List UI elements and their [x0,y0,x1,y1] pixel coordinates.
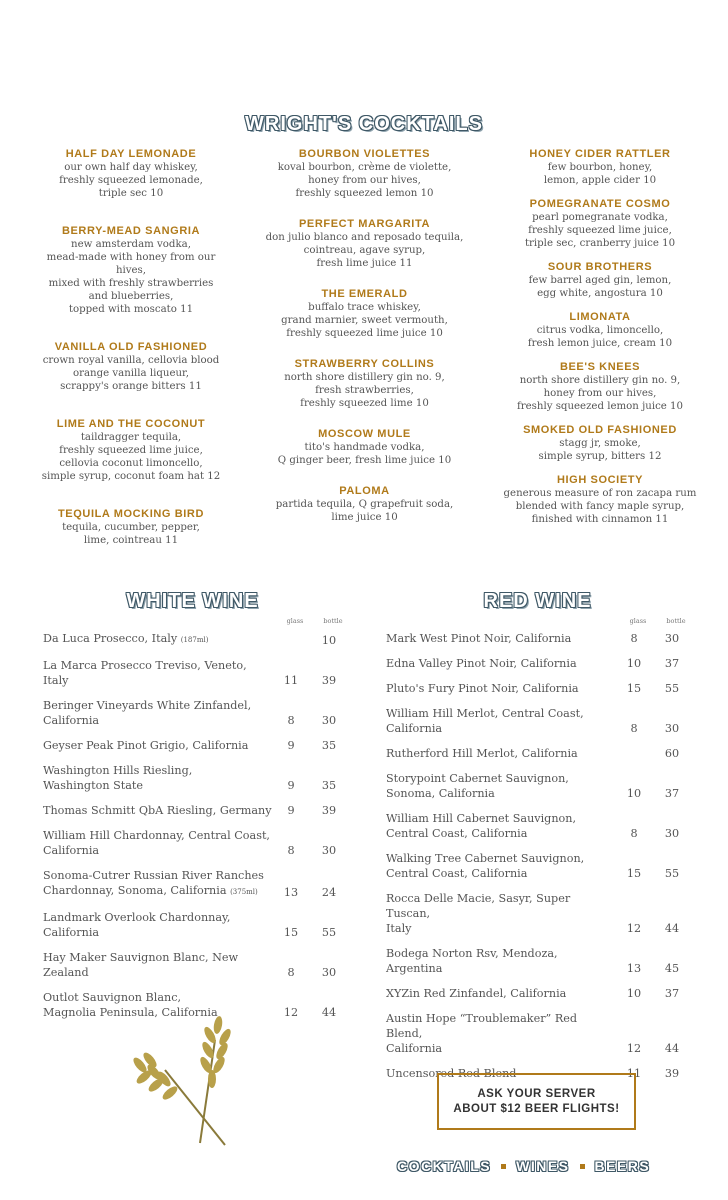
glass-price: 8 [630,722,638,735]
wine-name-text: Pluto's Fury Pinot Noir, California [386,682,579,695]
cocktail-name: PALOMA [339,485,390,497]
white-wine-header [43,617,348,627]
wine-name-text: Edna Valley Pinot Noir, California [386,657,577,670]
footer-dot [501,1164,506,1169]
bottle-price: 37 [664,787,680,800]
bottle-price: 35 [321,739,337,752]
cocktail-name: STRAWBERRY COLLINS [294,358,435,370]
bottle-price: 45 [664,962,680,975]
cocktail-item [262,427,467,467]
bottle-price: 30 [664,827,680,840]
cocktail-item [262,357,467,410]
wine-row [43,738,348,753]
wine-name [386,706,615,736]
cocktails-title: WRIGHT'S COCKTAILS [245,113,483,135]
wine-name [43,738,272,753]
wine-row [43,828,348,858]
wine-name [386,631,615,646]
bottle-price: 30 [664,722,680,735]
cocktail-description: tequila, cucumber, pepper, lime, cointreau 11 [62,522,200,546]
wine-name [43,950,272,980]
wine-name [43,828,272,858]
cocktail-description: few bourbon, honey, lemon, apple cider 10 [543,162,657,186]
wine-name [386,746,615,761]
wine-row [43,698,348,728]
cocktail-description: generous measure of ron zacapa rum blended with fancy maple syrup, finished with cinnamon 11 [503,488,697,525]
glass-price: 8 [630,632,638,645]
cocktail-item [490,423,710,463]
wine-name-text: Rutherford Hill Merlot, California [386,747,578,760]
cocktail-name: MOSCOW MULE [318,428,411,440]
cocktail-name: POMEGRANATE COSMO [529,198,671,210]
glass-price: 8 [287,714,295,727]
wine-row [386,656,691,671]
wine-name [386,681,615,696]
beer-flights-promo [437,1073,636,1130]
wine-name-text: Washington Hills Riesling, Washington State [43,764,193,792]
wine-name-text: Storypoint Cabernet Sauvignon, Sonoma, California [386,772,569,800]
bottle-price: 30 [321,844,337,857]
wine-name [386,1011,615,1056]
footer-nav [397,1158,697,1174]
wine-name [43,868,272,900]
wine-name [43,658,272,688]
bottle-price: 44 [664,922,680,935]
cocktail-description: stagg jr, smoke, simple syrup, bitters 12 [538,438,662,462]
wine-name-text: Da Luca Prosecco, Italy [43,632,178,645]
cocktail-description: partida tequila, Q grapefruit soda, lime juice 10 [275,499,454,523]
cocktails-column-3 [490,147,710,536]
bottle-price: 30 [664,632,680,645]
cocktail-description: don julio blanco and reposado tequila, cointreau, agave syrup, fresh lime juice 11 [265,232,464,269]
wine-row [386,771,691,801]
wine-name-text: Outlot Sauvignon Blanc, Magnolia Peninsula, California [43,991,218,1019]
cocktail-description: north shore distillery gin no. 9, fresh strawberries, freshly squeezed lime 10 [284,372,445,409]
bottle-price: 39 [321,804,337,817]
wine-name-text: Uncensored Red Blend [386,1067,517,1080]
glass-price: 15 [626,682,642,695]
wine-name [386,656,615,671]
wine-name [386,771,615,801]
wine-name [43,698,272,728]
glass-price: 9 [287,779,295,792]
glass-price: 13 [626,962,642,975]
wine-row [386,1011,691,1056]
wine-size-note: (187ml) [180,636,209,644]
wine-row [386,746,691,761]
wine-row [43,631,348,648]
wine-name-text: Rocca Delle Macie, Sasyr, Super Tuscan, Italy [386,892,571,935]
glass-price: 12 [626,922,642,935]
cocktails-column-1 [36,147,226,571]
bottle-price: 55 [664,682,680,695]
glass-price: 12 [283,1006,299,1019]
glass-header: glass [286,617,304,625]
wine-row [386,891,691,936]
wine-name-text: Hay Maker Sauvignon Blanc, New Zealand [43,951,239,979]
footer-wines: WINES [516,1158,570,1174]
cocktail-item [262,484,467,524]
bottle-price: 39 [321,674,337,687]
wheat-icon [130,1015,240,1150]
bottle-price: 55 [664,867,680,880]
wine-name [43,631,272,648]
glass-header: glass [629,617,647,625]
wine-name-text: Bodega Norton Rsv, Mendoza, Argentina [386,947,558,975]
wine-row [386,986,691,1001]
cocktail-name: SOUR BROTHERS [547,261,653,273]
cocktail-description: north shore distillery gin no. 9, honey from our hives, freshly squeezed lemon juice 10 [516,375,684,412]
bottle-price: 10 [321,634,337,647]
wine-name [386,946,615,976]
wine-row [386,851,691,881]
wine-name-text: Austin Hope “Troublemaker” Red Blend, California [386,1012,578,1055]
wine-row [43,763,348,793]
cocktail-description: taildragger tequila, freshly squeezed lime juice, cellovia coconut limoncello, simple syrup, coconut foam hat 12 [41,432,221,482]
cocktail-name: HIGH SOCIETY [556,474,644,486]
glass-price: 15 [283,926,299,939]
cocktail-description: pearl pomegranate vodka, freshly squeezed lime juice, triple sec, cranberry juice 10 [524,212,676,249]
wine-name-text: William Hill Cabernet Sauvignon, Central Coast, California [386,812,577,840]
cocktail-description: our own half day whiskey, freshly squeezed lemonade, triple sec 10 [59,162,203,199]
cocktail-name: HONEY CIDER RATTLER [529,148,671,160]
wine-row [386,631,691,646]
bottle-header: bottle [666,617,686,625]
wine-name [43,803,272,818]
glass-price: 11 [626,1067,642,1080]
bottle-price: 35 [321,779,337,792]
bottle-header: bottle [323,617,343,625]
cocktail-name: BERRY-MEAD SANGRIA [61,225,201,237]
cocktail-item [490,147,710,187]
cocktail-name: BEE'S KNEES [559,361,641,373]
promo-line-2: ABOUT $12 BEER FLIGHTS! [453,1103,620,1115]
cocktail-item [262,147,467,200]
cocktail-item [36,224,226,316]
wine-name-text: Beringer Vineyards White Zinfandel, California [43,699,252,727]
bottle-price: 37 [664,987,680,1000]
bottle-price: 60 [664,747,680,760]
wine-row [386,946,691,976]
wine-name-text: Geyser Peak Pinot Grigio, California [43,739,249,752]
footer-beers: BEERS [594,1158,651,1174]
bottle-price: 37 [664,657,680,670]
glass-price: 12 [626,1042,642,1055]
glass-price: 9 [287,804,295,817]
glass-price: 8 [630,827,638,840]
glass-price: 10 [626,787,642,800]
cocktail-description: crown royal vanilla, cellovia blood orange vanilla liqueur, scrappy's orange bitters 11 [42,355,220,392]
wine-name-text: William Hill Chardonnay, Central Coast, California [43,829,270,857]
wine-name [386,891,615,936]
cocktail-name: PERFECT MARGARITA [299,218,430,230]
cocktail-item [490,197,710,250]
wine-name-text: William Hill Merlot, Central Coast, California [386,707,584,735]
wine-row [386,811,691,841]
wine-name-text: Walking Tree Cabernet Sauvignon, Central Coast, California [386,852,585,880]
cocktail-item [490,473,710,526]
glass-price: 8 [287,844,295,857]
promo-line-1: ASK YOUR SERVER [477,1088,596,1100]
cocktail-name: HALF DAY LEMONADE [65,148,197,160]
cocktail-description: few barrel aged gin, lemon, egg white, angostura 10 [528,275,672,299]
wine-row [43,868,348,900]
cocktail-description: citrus vodka, limoncello, fresh lemon juice, cream 10 [527,325,673,349]
red-wine-title: RED WINE [483,590,592,612]
cocktail-item [262,217,467,270]
wine-name-text: La Marca Prosecco Treviso, Veneto, Italy [43,659,247,687]
cocktail-item [36,147,226,200]
glass-price: 10 [626,987,642,1000]
cocktail-item [490,260,710,300]
cocktail-item [36,507,226,547]
wine-name [386,986,615,1001]
wine-name-text: Sonoma-Cutrer Russian River Ranches Chardonnay, Sonoma, California [43,869,264,897]
footer-dot [580,1164,585,1169]
bottle-price: 30 [321,966,337,979]
cocktail-item [36,340,226,393]
wine-row [43,658,348,688]
wine-name [43,910,272,940]
cocktails-column-2 [262,147,467,541]
cocktail-name: SMOKED OLD FASHIONED [523,424,677,436]
red-wine-list [386,617,691,1081]
cocktail-name: TEQUILA MOCKING BIRD [57,508,205,520]
cocktail-description: tito's handmade vodka, Q ginger beer, fresh lime juice 10 [277,442,452,466]
wine-name-text: XYZin Red Zinfandel, California [386,987,567,1000]
wine-name-text: Mark West Pinot Noir, California [386,632,572,645]
white-wine-title: WHITE WINE [126,590,259,612]
wine-name [386,851,615,881]
glass-price: 11 [283,674,299,687]
white-wine-list [43,617,348,1020]
cocktail-name: VANILLA OLD FASHIONED [54,341,208,353]
wine-row [386,706,691,736]
cocktail-description: koval bourbon, crème de violette, honey from our hives, freshly squeezed lemon 10 [277,162,452,199]
wine-name [43,763,272,793]
cocktail-description: new amsterdam vodka, mead-made with honey from our hives, mixed with freshly strawberries and blueberries, topped with moscato 11 [46,239,216,315]
cocktail-name: LIME AND THE COCONUT [56,418,206,430]
cocktail-item [262,287,467,340]
wine-name-text: Thomas Schmitt QbA Riesling, Germany [43,804,272,817]
wine-row [386,681,691,696]
cocktail-item [36,417,226,483]
red-wine-header [386,617,691,627]
cocktail-name: LIMONATA [569,311,631,323]
glass-price: 15 [626,867,642,880]
glass-price: 9 [287,739,295,752]
bottle-price: 24 [321,886,337,899]
wine-row [43,910,348,940]
bottle-price: 44 [321,1006,337,1019]
bottle-price: 30 [321,714,337,727]
wine-name-text: Landmark Overlook Chardonnay, California [43,911,231,939]
footer-cocktails: COCKTAILS [397,1158,492,1174]
glass-price: 10 [626,657,642,670]
glass-price: 8 [287,966,295,979]
cocktail-name: THE EMERALD [321,288,408,300]
bottle-price: 39 [664,1067,680,1080]
bottle-price: 55 [321,926,337,939]
cocktail-item [490,360,710,413]
wine-size-note: (375ml) [230,888,258,896]
glass-price: 13 [283,886,299,899]
wine-row [43,803,348,818]
wine-row [43,950,348,980]
bottle-price: 44 [664,1042,680,1055]
cocktail-item [490,310,710,350]
cocktail-name: BOURBON VIOLETTES [298,148,431,160]
wine-name [386,811,615,841]
cocktail-description: buffalo trace whiskey, grand marnier, sweet vermouth, freshly squeezed lime juice 10 [281,302,448,339]
